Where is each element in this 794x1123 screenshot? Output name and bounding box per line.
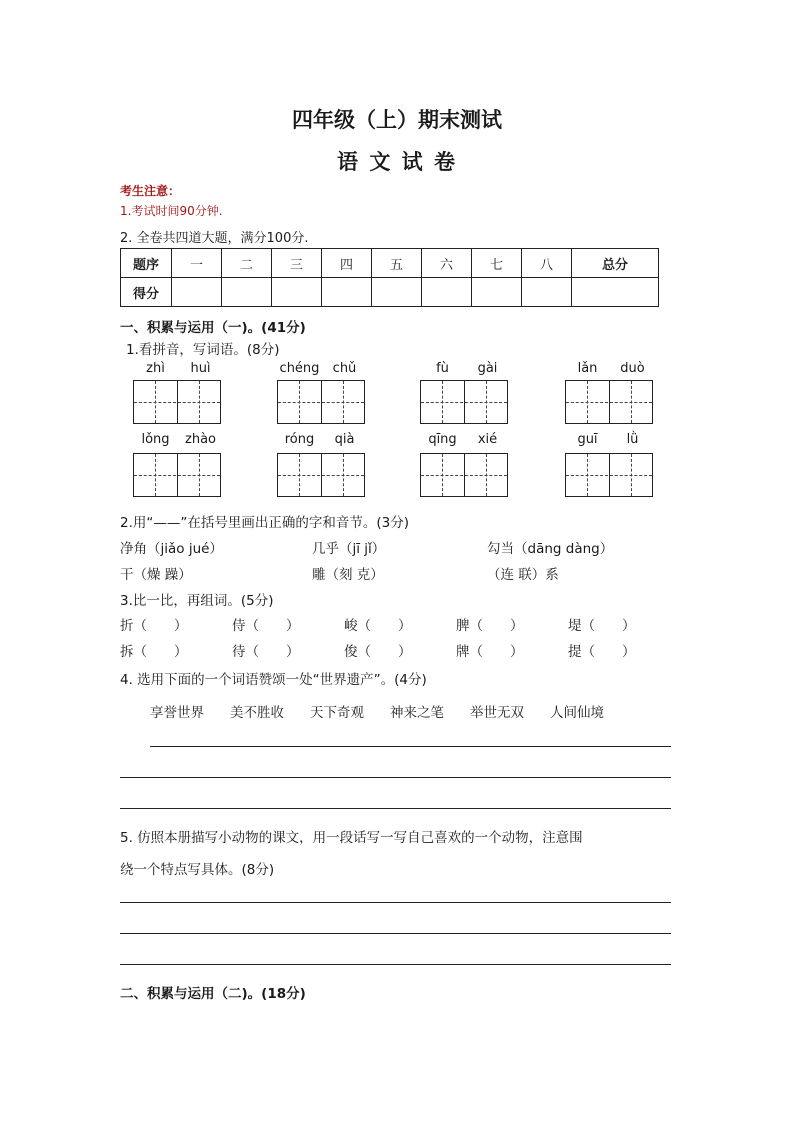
table-cell: 四 <box>322 249 372 278</box>
table-cell-empty <box>522 278 572 307</box>
pinyin: qià <box>334 432 355 447</box>
table-cell: 五 <box>372 249 422 278</box>
q3-item[interactable]: 折（ ） <box>120 618 188 634</box>
pinyin: zhì <box>146 361 165 376</box>
section-1-heading: 一、积累与运用（一)。(41分) <box>120 320 306 336</box>
tianzige-box[interactable] <box>565 453 653 497</box>
tianzige-box[interactable] <box>277 380 365 424</box>
table-cell: 二 <box>222 249 272 278</box>
table-cell-empty <box>472 278 522 307</box>
pinyin: fù <box>436 361 449 376</box>
tianzige-box[interactable] <box>565 380 653 424</box>
answer-line[interactable] <box>120 933 671 934</box>
q2-title: 2.用“——”在括号里画出正确的字和音节。(3分) <box>120 515 409 531</box>
notice-item-1: 1.考试时间90分钟. <box>120 204 223 218</box>
answer-line[interactable] <box>120 808 671 809</box>
pinyin: zhào <box>185 432 216 447</box>
table-cell: 三 <box>272 249 322 278</box>
pinyin: duò <box>620 361 645 376</box>
pinyin: chéng <box>279 361 320 376</box>
tianzige-box[interactable] <box>420 380 508 424</box>
q1-title: 1.看拼音，写词语。(8分) <box>126 342 280 358</box>
tianzige-box[interactable] <box>133 453 221 497</box>
q2-item[interactable]: 勾当（dāng dàng） <box>487 541 614 557</box>
table-cell: 七 <box>472 249 522 278</box>
pinyin: róng <box>284 432 315 447</box>
notice-item-2: 2. 全卷共四道大题，满分100分. <box>120 231 309 246</box>
exam-subtitle: 语 文 试 卷 <box>337 149 457 174</box>
q3-item[interactable]: 脾（ ） <box>456 618 524 634</box>
pinyin: chǔ <box>332 361 357 376</box>
score-table-header-row <box>121 249 659 278</box>
table-cell: 六 <box>422 249 472 278</box>
q4-word: 举世无双 <box>470 705 524 721</box>
table-cell: 八 <box>522 249 572 278</box>
table-cell: 总分 <box>572 249 659 278</box>
section-2-heading: 二、积累与运用（二)。(18分) <box>120 986 306 1002</box>
q5-title-line-1: 5. 仿照本册描写小动物的课文，用一段话写一写自己喜欢的一个动物，注意围 <box>120 830 583 846</box>
q3-item[interactable]: 峻（ ） <box>344 618 412 634</box>
pinyin: guī <box>577 432 598 447</box>
table-cell-empty <box>422 278 472 307</box>
q3-item[interactable]: 堤（ ） <box>568 618 636 634</box>
q4-title: 4. 选用下面的一个词语赞颂一处“世界遗产”。(4分) <box>120 672 427 688</box>
answer-line[interactable] <box>120 777 671 778</box>
q2-item[interactable]: 几乎（jī jǐ） <box>312 541 386 557</box>
q4-word: 美不胜收 <box>230 705 284 721</box>
q3-item[interactable]: 侍（ ） <box>232 618 300 634</box>
pinyin: qīng <box>428 432 457 447</box>
q3-item[interactable]: 牌（ ） <box>456 644 524 660</box>
score-table-score-row <box>121 278 659 307</box>
q3-item[interactable]: 提（ ） <box>568 644 636 660</box>
table-cell-empty <box>222 278 272 307</box>
exam-title: 四年级（上）期末测试 <box>292 107 502 132</box>
table-cell-empty <box>322 278 372 307</box>
q4-word: 天下奇观 <box>310 705 364 721</box>
pinyin: lǒng <box>141 432 170 447</box>
tianzige-box[interactable] <box>277 453 365 497</box>
q4-word: 神来之笔 <box>390 705 444 721</box>
q2-item[interactable]: 净角（jiǎo jué） <box>120 541 223 557</box>
table-cell: 一 <box>172 249 222 278</box>
q2-item[interactable]: 干（燥 躁） <box>120 567 192 583</box>
q2-item[interactable]: 雕（刻 克） <box>312 567 384 583</box>
answer-line[interactable] <box>120 902 671 903</box>
q5-title-line-2: 绕一个特点写具体。(8分) <box>120 862 275 878</box>
score-table <box>120 248 659 307</box>
tianzige-box[interactable] <box>133 380 221 424</box>
table-cell-empty <box>572 278 659 307</box>
pinyin: gài <box>477 361 498 376</box>
table-cell-empty <box>372 278 422 307</box>
q4-word: 人间仙境 <box>550 705 604 721</box>
notice-heading: 考生注意： <box>120 184 181 198</box>
pinyin: huì <box>190 361 211 376</box>
tianzige-box[interactable] <box>420 453 508 497</box>
q4-word: 享誉世界 <box>150 705 204 721</box>
q3-title: 3.比一比，再组词。(5分) <box>120 593 274 609</box>
table-cell-empty <box>172 278 222 307</box>
answer-line[interactable] <box>150 746 671 747</box>
q3-item[interactable]: 拆（ ） <box>120 644 188 660</box>
table-cell: 得分 <box>121 278 172 307</box>
table-cell: 题序 <box>121 249 172 278</box>
pinyin: lǎn <box>577 361 598 376</box>
answer-line[interactable] <box>120 964 671 965</box>
table-cell-empty <box>272 278 322 307</box>
pinyin: lǜ <box>626 432 639 447</box>
q3-item[interactable]: 俊（ ） <box>344 644 412 660</box>
q3-item[interactable]: 待（ ） <box>232 644 300 660</box>
pinyin: xié <box>477 432 498 447</box>
q2-item[interactable]: （连 联）系 <box>487 567 559 583</box>
